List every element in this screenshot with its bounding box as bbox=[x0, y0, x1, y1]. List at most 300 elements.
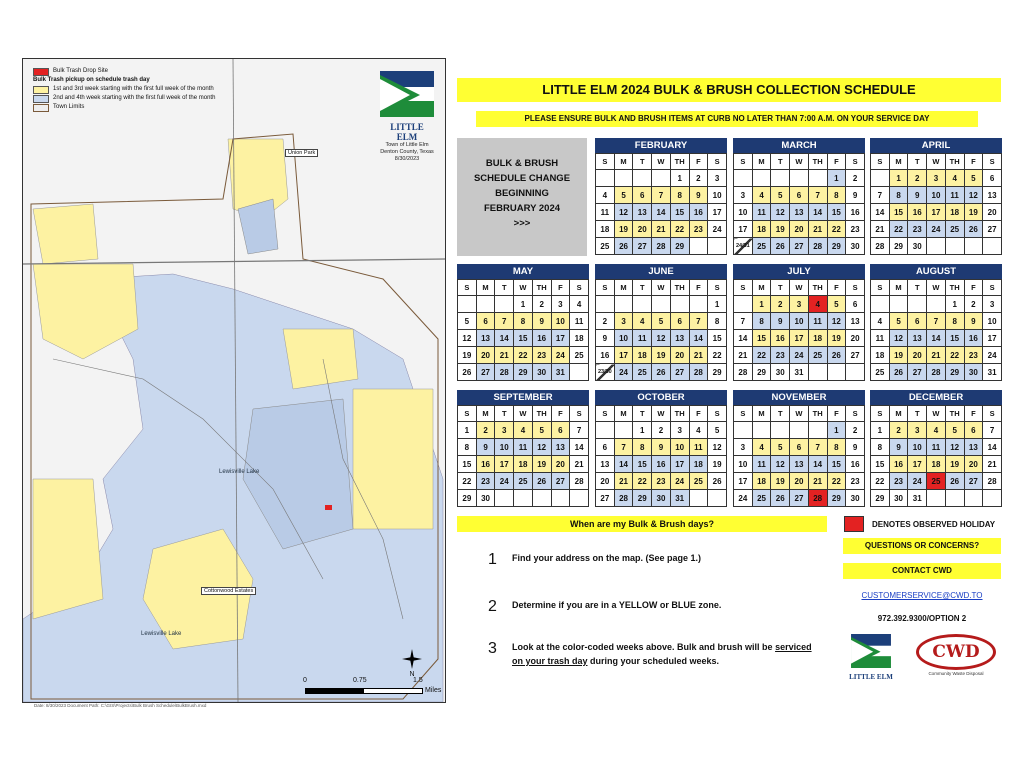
day-cell: 18 bbox=[514, 456, 533, 473]
day-cell: 3 bbox=[927, 170, 946, 187]
weekday-header: F bbox=[551, 280, 570, 296]
weekday-header: T bbox=[771, 406, 790, 422]
day-cell: 31 bbox=[983, 364, 1002, 381]
weekday-header: M bbox=[614, 406, 633, 422]
weekday-header: TH bbox=[532, 406, 551, 422]
day-cell: 14 bbox=[570, 439, 589, 456]
weekday-header: M bbox=[889, 406, 908, 422]
day-cell: 24 bbox=[551, 347, 570, 364]
month-header: MARCH bbox=[733, 138, 865, 153]
month-july bbox=[733, 264, 865, 381]
step-2 bbox=[488, 598, 822, 616]
day-cell bbox=[652, 170, 671, 187]
day-cell bbox=[495, 490, 514, 507]
day-cell: 9 bbox=[689, 187, 708, 204]
day-cell: 8 bbox=[871, 439, 890, 456]
day-cell bbox=[734, 170, 753, 187]
day-cell: 14 bbox=[734, 330, 753, 347]
weekday-header: S bbox=[458, 280, 477, 296]
weekday-header: S bbox=[983, 406, 1002, 422]
day-cell: 18 bbox=[570, 330, 589, 347]
weekday-header: S bbox=[983, 154, 1002, 170]
day-cell: 13 bbox=[551, 439, 570, 456]
day-cell: 20 bbox=[846, 330, 865, 347]
day-cell: 22 bbox=[633, 473, 652, 490]
cwd-logo bbox=[914, 634, 998, 676]
day-cell bbox=[689, 296, 708, 313]
day-cell: 11 bbox=[514, 439, 533, 456]
day-cell: 26 bbox=[458, 364, 477, 381]
contact-box: CONTACT CWD bbox=[843, 563, 1001, 579]
day-cell: 7 bbox=[808, 187, 827, 204]
day-cell: 25 bbox=[570, 347, 589, 364]
day-cell: 7 bbox=[871, 187, 890, 204]
day-cell: 22 bbox=[871, 473, 890, 490]
day-cell bbox=[983, 490, 1002, 507]
day-cell: 10 bbox=[495, 439, 514, 456]
legend-yellow-zone: 1st and 3rd week starting with the first full week of the month bbox=[53, 86, 214, 92]
day-cell: 15 bbox=[670, 204, 689, 221]
day-cell: 8 bbox=[827, 187, 846, 204]
day-cell: 2 bbox=[476, 422, 495, 439]
day-cell: 17 bbox=[908, 456, 927, 473]
day-cell: 8 bbox=[708, 313, 727, 330]
day-cell bbox=[889, 296, 908, 313]
day-cell: 3 bbox=[734, 439, 753, 456]
day-cell: 21 bbox=[495, 347, 514, 364]
day-cell: 9 bbox=[476, 439, 495, 456]
legend-town-limits: Town Limits bbox=[53, 104, 85, 110]
weekday-header: W bbox=[652, 406, 671, 422]
month-table bbox=[595, 405, 727, 507]
day-cell: 15 bbox=[889, 204, 908, 221]
day-cell: 7 bbox=[927, 313, 946, 330]
day-cell: 29 bbox=[827, 490, 846, 507]
day-cell: 27 bbox=[596, 490, 615, 507]
cwd-logo-sub: Community Waste Disposal bbox=[928, 671, 984, 676]
weekday-header: T bbox=[908, 280, 927, 296]
day-cell: 3 bbox=[708, 170, 727, 187]
day-cell: 11 bbox=[752, 456, 771, 473]
day-cell: 22 bbox=[945, 347, 964, 364]
day-cell: 4 bbox=[945, 170, 964, 187]
day-cell: 9 bbox=[532, 313, 551, 330]
day-cell: 1 bbox=[827, 170, 846, 187]
day-cell bbox=[670, 296, 689, 313]
day-cell: 10 bbox=[708, 187, 727, 204]
day-cell: 30 bbox=[889, 490, 908, 507]
day-cell: 22 bbox=[514, 347, 533, 364]
weekday-header: F bbox=[551, 406, 570, 422]
day-cell: 24 bbox=[927, 221, 946, 238]
day-cell: 28 bbox=[495, 364, 514, 381]
day-cell: 20 bbox=[596, 473, 615, 490]
day-cell: 4 bbox=[514, 422, 533, 439]
day-cell: 1 bbox=[514, 296, 533, 313]
day-cell: 14 bbox=[927, 330, 946, 347]
day-cell: 26 bbox=[771, 238, 790, 255]
day-cell: 18 bbox=[633, 347, 652, 364]
day-cell: 2 bbox=[846, 170, 865, 187]
map-footer: Date: 8/30/2023 Document Path: C:\GIS\Projects\Bulk Brush Schedule\BulkBrush.mxd bbox=[34, 703, 207, 708]
legend-blue-zone: 2nd and 4th week starting with the first full week of the month bbox=[53, 95, 216, 101]
month-table bbox=[870, 279, 1002, 381]
day-cell: 8 bbox=[633, 439, 652, 456]
day-cell: 13 bbox=[670, 330, 689, 347]
day-cell: 9 bbox=[596, 330, 615, 347]
weekday-header: TH bbox=[945, 280, 964, 296]
day-cell: 18 bbox=[752, 221, 771, 238]
day-cell: 13 bbox=[908, 330, 927, 347]
weekday-header: S bbox=[458, 406, 477, 422]
weekday-header: F bbox=[689, 154, 708, 170]
month-october bbox=[595, 390, 727, 507]
day-cell: 16 bbox=[771, 330, 790, 347]
legend-drop-site: Bulk Trash Drop Site bbox=[53, 68, 109, 74]
day-cell: 19 bbox=[827, 330, 846, 347]
little-elm-logo bbox=[848, 634, 894, 681]
weekday-header: S bbox=[734, 280, 753, 296]
day-cell: 12 bbox=[827, 313, 846, 330]
day-cell: 13 bbox=[633, 204, 652, 221]
day-cell bbox=[983, 238, 1002, 255]
day-cell: 30 bbox=[964, 364, 983, 381]
day-cell: 30 bbox=[908, 238, 927, 255]
step-3 bbox=[488, 640, 822, 668]
month-header: MAY bbox=[457, 264, 589, 279]
day-cell: 29 bbox=[889, 238, 908, 255]
curb-time-notice: PLEASE ENSURE BULK AND BRUSH ITEMS AT CURB NO LATER THAN 7:00 A.M. ON YOUR SERVICE DAY bbox=[476, 111, 978, 127]
day-cell: 13 bbox=[846, 313, 865, 330]
day-cell: 23 bbox=[964, 347, 983, 364]
lake-label: Lewisville Lake bbox=[141, 631, 182, 637]
weekday-header: F bbox=[964, 154, 983, 170]
day-cell: 21 bbox=[871, 221, 890, 238]
day-cell: 17 bbox=[495, 456, 514, 473]
weekday-header: F bbox=[964, 280, 983, 296]
day-cell: 9 bbox=[908, 187, 927, 204]
month-november bbox=[733, 390, 865, 507]
scale-tick-0: 0 bbox=[303, 677, 307, 684]
day-cell: 24 bbox=[495, 473, 514, 490]
weekday-header: TH bbox=[808, 280, 827, 296]
day-cell: 10 bbox=[908, 439, 927, 456]
day-cell: 13 bbox=[596, 456, 615, 473]
weekday-header: M bbox=[889, 154, 908, 170]
day-cell bbox=[945, 238, 964, 255]
day-cell bbox=[570, 364, 589, 381]
day-cell: 14 bbox=[495, 330, 514, 347]
day-cell: 18 bbox=[945, 204, 964, 221]
day-cell: 25 bbox=[752, 490, 771, 507]
little-elm-logo-icon bbox=[380, 71, 434, 117]
weekday-header: TH bbox=[945, 406, 964, 422]
day-cell: 6 bbox=[790, 187, 809, 204]
day-cell: 15 bbox=[752, 330, 771, 347]
service-zone-map bbox=[22, 58, 446, 703]
day-cell: 14 bbox=[652, 204, 671, 221]
scale-tick-2: 1.5 bbox=[413, 677, 423, 684]
weekday-header: W bbox=[514, 406, 533, 422]
month-table bbox=[595, 279, 727, 381]
day-cell: 29 bbox=[670, 238, 689, 255]
day-cell: 20 bbox=[476, 347, 495, 364]
day-cell: 23 bbox=[908, 221, 927, 238]
day-cell: 29 bbox=[945, 364, 964, 381]
day-cell: 26 bbox=[532, 473, 551, 490]
little-elm-logo-icon bbox=[851, 634, 891, 668]
compass-north: N bbox=[409, 671, 415, 678]
day-cell: 27 bbox=[964, 473, 983, 490]
day-cell: 21 bbox=[983, 456, 1002, 473]
day-cell: 28 bbox=[871, 238, 890, 255]
month-table bbox=[733, 279, 865, 381]
weekday-header: M bbox=[752, 154, 771, 170]
day-cell: 9 bbox=[771, 313, 790, 330]
day-cell: 19 bbox=[532, 456, 551, 473]
compass bbox=[399, 649, 425, 678]
day-cell: 17 bbox=[734, 473, 753, 490]
day-cell: 13 bbox=[476, 330, 495, 347]
day-cell bbox=[752, 422, 771, 439]
phone-number: 972.392.9300/OPTION 2 bbox=[877, 614, 967, 623]
day-cell: 3 bbox=[908, 422, 927, 439]
month-table bbox=[457, 405, 589, 507]
day-cell bbox=[614, 170, 633, 187]
day-cell: 5 bbox=[708, 422, 727, 439]
day-cell: 3 bbox=[495, 422, 514, 439]
day-cell: 20 bbox=[964, 456, 983, 473]
day-cell bbox=[689, 490, 708, 507]
day-cell bbox=[908, 296, 927, 313]
month-table bbox=[457, 279, 589, 381]
day-cell: 16 bbox=[846, 204, 865, 221]
day-cell: 5 bbox=[889, 313, 908, 330]
day-cell: 26 bbox=[652, 364, 671, 381]
day-cell: 26 bbox=[708, 473, 727, 490]
day-cell: 10 bbox=[734, 204, 753, 221]
day-cell: 11 bbox=[752, 204, 771, 221]
day-cell: 24 bbox=[983, 347, 1002, 364]
weekday-header: S bbox=[708, 406, 727, 422]
day-cell: 4 bbox=[752, 187, 771, 204]
drop-site-swatch bbox=[33, 68, 49, 76]
weekday-header: S bbox=[871, 280, 890, 296]
month-header: AUGUST bbox=[870, 264, 1002, 279]
day-cell: 7 bbox=[808, 439, 827, 456]
day-cell: 3 bbox=[734, 187, 753, 204]
weekday-header: S bbox=[570, 280, 589, 296]
month-september bbox=[457, 390, 589, 507]
day-cell: 29 bbox=[871, 490, 890, 507]
month-header: FEBRUARY bbox=[595, 138, 727, 153]
day-cell: 5 bbox=[532, 422, 551, 439]
map-logo-line3: 8/30/2023 bbox=[394, 156, 420, 162]
day-cell: 25 bbox=[945, 221, 964, 238]
month-header: JULY bbox=[733, 264, 865, 279]
day-cell: 19 bbox=[945, 456, 964, 473]
day-cell: 21 bbox=[570, 456, 589, 473]
day-cell: 1 bbox=[752, 296, 771, 313]
day-cell: 17 bbox=[708, 204, 727, 221]
day-cell: 2 bbox=[532, 296, 551, 313]
day-cell: 9 bbox=[964, 313, 983, 330]
day-cell: 12 bbox=[945, 439, 964, 456]
day-cell: 24 bbox=[708, 221, 727, 238]
weekday-header: M bbox=[752, 406, 771, 422]
weekday-header: T bbox=[495, 280, 514, 296]
day-cell: 1 bbox=[871, 422, 890, 439]
day-cell: 19 bbox=[889, 347, 908, 364]
day-cell bbox=[964, 490, 983, 507]
day-cell: 27 bbox=[846, 347, 865, 364]
map-label: Cottonwood Estates bbox=[201, 587, 256, 595]
day-cell bbox=[596, 296, 615, 313]
day-cell: 24/31 bbox=[734, 238, 753, 255]
weekday-header: TH bbox=[808, 406, 827, 422]
day-cell: 4 bbox=[689, 422, 708, 439]
day-cell: 4 bbox=[633, 313, 652, 330]
day-cell: 27 bbox=[633, 238, 652, 255]
day-cell: 2 bbox=[771, 296, 790, 313]
day-cell: 12 bbox=[652, 330, 671, 347]
day-cell: 2 bbox=[596, 313, 615, 330]
weekday-header: TH bbox=[808, 154, 827, 170]
month-table bbox=[595, 153, 727, 255]
weekday-header: F bbox=[827, 280, 846, 296]
day-cell: 6 bbox=[908, 313, 927, 330]
day-cell: 1 bbox=[889, 170, 908, 187]
weekday-header: F bbox=[827, 154, 846, 170]
day-cell bbox=[458, 296, 477, 313]
day-cell: 5 bbox=[964, 170, 983, 187]
day-cell: 14 bbox=[808, 204, 827, 221]
step-text-underlined: serviced on your trash day bbox=[512, 642, 812, 666]
weekday-header: T bbox=[908, 154, 927, 170]
day-cell: 11 bbox=[633, 330, 652, 347]
day-cell bbox=[752, 170, 771, 187]
day-cell: 15 bbox=[458, 456, 477, 473]
weekday-header: S bbox=[846, 406, 865, 422]
day-cell: 28 bbox=[808, 238, 827, 255]
day-cell bbox=[827, 364, 846, 381]
day-cell: 4 bbox=[596, 187, 615, 204]
day-cell: 21 bbox=[614, 473, 633, 490]
day-cell: 11 bbox=[689, 439, 708, 456]
month-header: OCTOBER bbox=[595, 390, 727, 405]
day-cell: 10 bbox=[790, 313, 809, 330]
step-text-b: during your scheduled weeks. bbox=[587, 656, 720, 666]
weekday-header: S bbox=[983, 280, 1002, 296]
month-header: DECEMBER bbox=[870, 390, 1002, 405]
step-number: 3 bbox=[488, 640, 497, 657]
day-cell: 16 bbox=[908, 204, 927, 221]
day-cell: 17 bbox=[670, 456, 689, 473]
day-cell: 23/30 bbox=[596, 364, 615, 381]
day-cell: 13 bbox=[964, 439, 983, 456]
day-cell: 7 bbox=[495, 313, 514, 330]
weekday-header: TH bbox=[670, 154, 689, 170]
day-cell: 27 bbox=[790, 238, 809, 255]
day-cell bbox=[708, 490, 727, 507]
day-cell: 16 bbox=[596, 347, 615, 364]
day-cell: 17 bbox=[734, 221, 753, 238]
day-cell: 24 bbox=[734, 490, 753, 507]
day-cell: 17 bbox=[551, 330, 570, 347]
day-cell: 21 bbox=[927, 347, 946, 364]
weekday-header: S bbox=[708, 154, 727, 170]
day-cell: 9 bbox=[889, 439, 908, 456]
day-cell: 22 bbox=[827, 473, 846, 490]
map-label: Union Park bbox=[285, 149, 318, 157]
day-cell bbox=[570, 490, 589, 507]
holiday-legend bbox=[844, 516, 995, 532]
day-cell: 22 bbox=[889, 221, 908, 238]
day-cell: 2 bbox=[846, 422, 865, 439]
day-cell: 4 bbox=[752, 439, 771, 456]
map-legend bbox=[33, 67, 215, 112]
weekday-header: M bbox=[614, 154, 633, 170]
weekday-header: M bbox=[614, 280, 633, 296]
day-cell: 10 bbox=[734, 456, 753, 473]
day-cell: 17 bbox=[790, 330, 809, 347]
day-cell bbox=[495, 296, 514, 313]
day-cell: 26 bbox=[889, 364, 908, 381]
day-cell: 20 bbox=[670, 347, 689, 364]
day-cell: 3 bbox=[790, 296, 809, 313]
map-logo-line2: Denton County, Texas bbox=[380, 149, 434, 155]
day-cell bbox=[790, 422, 809, 439]
day-cell: 5 bbox=[771, 187, 790, 204]
day-cell: 4 bbox=[927, 422, 946, 439]
day-cell: 30 bbox=[846, 238, 865, 255]
day-cell bbox=[964, 238, 983, 255]
day-cell: 26 bbox=[771, 490, 790, 507]
day-cell: 20 bbox=[790, 221, 809, 238]
questions-box: QUESTIONS OR CONCERNS? bbox=[843, 538, 1001, 554]
day-cell: 6 bbox=[670, 313, 689, 330]
day-cell: 12 bbox=[771, 456, 790, 473]
day-cell: 11 bbox=[927, 439, 946, 456]
day-cell: 11 bbox=[945, 187, 964, 204]
day-cell: 18 bbox=[871, 347, 890, 364]
weekday-header: F bbox=[689, 280, 708, 296]
month-header: NOVEMBER bbox=[733, 390, 865, 405]
email-link[interactable]: CUSTOMERSERVICE@CWD.TO bbox=[861, 591, 983, 600]
weekday-header: S bbox=[734, 154, 753, 170]
legend-heading: Bulk Trash pickup on schedule trash day bbox=[33, 77, 150, 83]
map-logo bbox=[379, 71, 435, 163]
day-cell: 22 bbox=[708, 347, 727, 364]
day-cell: 8 bbox=[827, 439, 846, 456]
day-cell: 25 bbox=[871, 364, 890, 381]
day-cell: 28 bbox=[983, 473, 1002, 490]
day-cell: 27 bbox=[476, 364, 495, 381]
day-cell: 22 bbox=[670, 221, 689, 238]
day-cell: 31 bbox=[790, 364, 809, 381]
day-cell: 15 bbox=[708, 330, 727, 347]
weekday-header: S bbox=[871, 154, 890, 170]
weekday-header: T bbox=[633, 406, 652, 422]
day-cell: 26 bbox=[827, 347, 846, 364]
day-cell: 2 bbox=[889, 422, 908, 439]
day-cell bbox=[927, 238, 946, 255]
month-header: SEPTEMBER bbox=[457, 390, 589, 405]
day-cell: 16 bbox=[532, 330, 551, 347]
day-cell: 5 bbox=[652, 313, 671, 330]
day-cell: 11 bbox=[596, 204, 615, 221]
day-cell bbox=[927, 296, 946, 313]
